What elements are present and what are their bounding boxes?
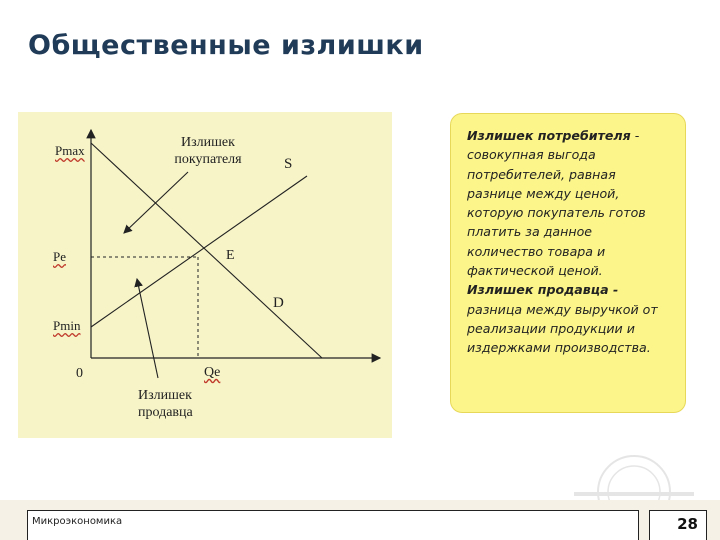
pmax-label: Pmax	[55, 143, 85, 158]
producer-surplus-label-line-1: Излишек	[138, 388, 192, 403]
surplus-diagram	[18, 112, 392, 438]
footer-course-label: Микроэкономика	[32, 516, 123, 527]
producer-surplus-arrow	[137, 279, 158, 378]
page-number: 28	[677, 515, 698, 533]
pmin-label: Pmin	[53, 318, 81, 333]
footer-course-box	[27, 510, 639, 540]
consumer-surplus-label	[168, 134, 248, 168]
consumer-surplus-label-line-2: покупателя	[174, 152, 242, 167]
producer-surplus-label-line-2: продавца	[138, 405, 193, 420]
top-band	[0, 0, 720, 22]
slide-title: Общественные излишки	[28, 30, 424, 61]
qe-label: Qe	[204, 365, 221, 380]
consumer-surplus-label-line-1: Излишек	[181, 135, 235, 150]
pe-label: Pe	[53, 249, 66, 264]
definitions-callout	[450, 113, 686, 413]
producer-surplus-term: Излишек продавца -	[467, 282, 619, 298]
demand-curve	[91, 143, 322, 358]
consumer-surplus-definition: - совокупная выгода потребителей, равная разнице между ценой, которую покупатель готов платить за данное количество товара и фактической ценой.	[467, 128, 646, 279]
producer-surplus-label	[138, 387, 193, 421]
consumer-surplus-term: Излишек потребителя	[467, 128, 631, 143]
producer-surplus-definition: разница между выручкой от реализации продукции и издержками производства.	[467, 301, 658, 356]
demand-label: D	[273, 295, 284, 311]
footer-page-box	[649, 510, 707, 540]
origin-label: 0	[76, 366, 83, 381]
footer-gap	[639, 510, 649, 540]
equilibrium-point-label: E	[226, 248, 235, 263]
supply-label: S	[284, 156, 293, 172]
